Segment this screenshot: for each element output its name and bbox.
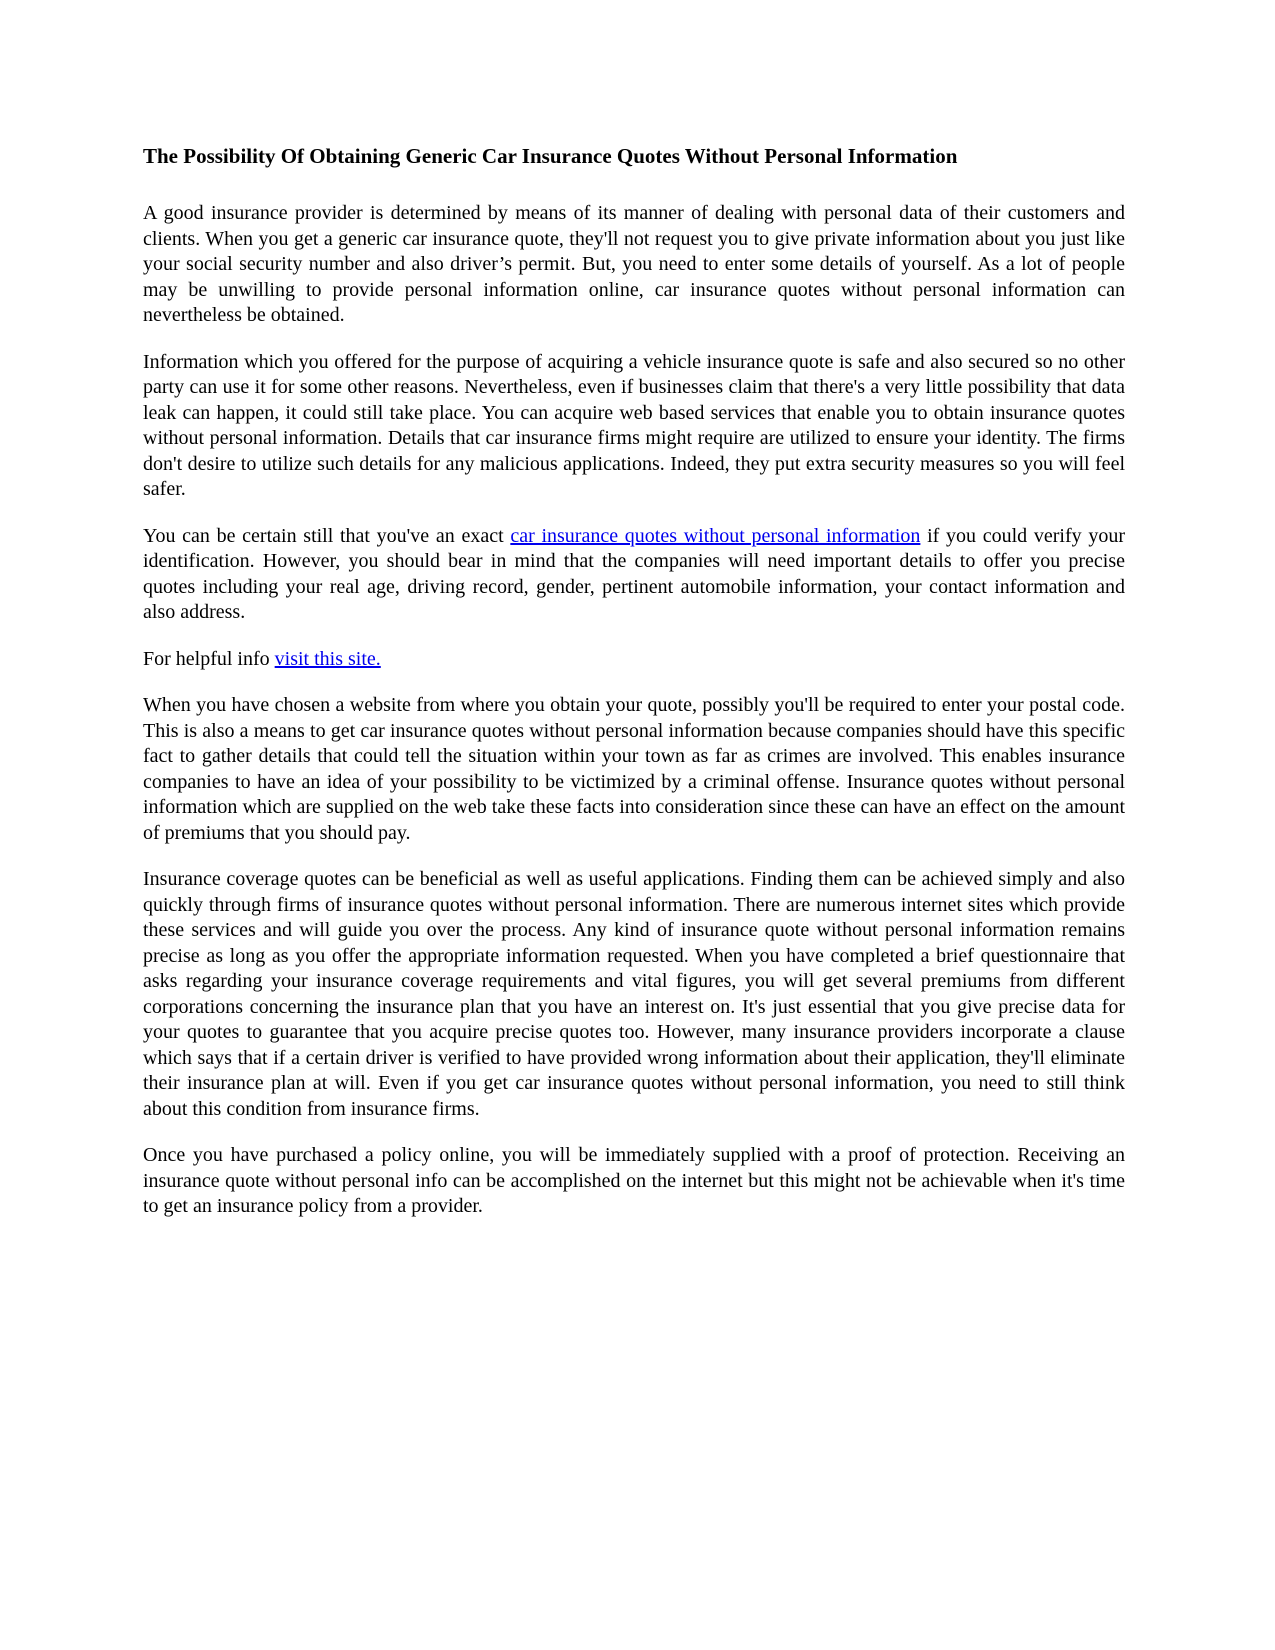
paragraph-coverage-quotes: Insurance coverage quotes can be beneficial as well as useful applications. Finding them can be achieved simply and also quickly through firms of insurance quotes without personal information. There are numerous internet sites which provide these services and will guide you over the process. Any kind of insurance quote without personal information remains precise as long as you offer the appropriate information requested. When you have completed a brief questionnaire that asks regarding your insurance coverage requirements and vital figures, you will get several premiums from different corporations concerning the insurance plan that you have an interest on. It's just essential that you give precise data for your quotes to guarantee that you acquire precise quotes too. However, many insurance providers incorporate a clause which says that if a certain driver is verified to have provided wrong information about their application, they'll eliminate their insurance plan at will. Even if you get car insurance quotes without personal information, you need to still think about this condition from insurance firms. <box>143 868 1125 1120</box>
paragraph-verify-identity <box>143 524 1125 626</box>
helpful-info-text: For helpful info <box>143 647 275 670</box>
paragraph-verify-identity-pre-link-text: You can be certain still that you've an exact <box>143 524 511 547</box>
page-title: The Possibility Of Obtaining Generic Car Insurance Quotes Without Personal Information <box>143 144 958 168</box>
paragraph-postal-code: When you have chosen a website from where you obtain your quote, possibly you'll be required to enter your postal code. This is also a means to get car insurance quotes without personal information because companies should have this specific fact to gather details that could tell the situation within your town as far as crimes are involved. This enables insurance companies to have an idea of your possibility to be victimized by a criminal offense. Insurance quotes without personal information which are supplied on the web take these facts into consideration since these can have an effect on the amount of premiums that you should pay. <box>143 694 1125 844</box>
paragraph-verify-identity-post-link-text: if you could verify your identification. However, you should bear in mind that the companies will need important details to offer you precise quotes including your real age, driving record, gender, pertinent automobile information, your contact information and also address. <box>143 524 1125 623</box>
helpful-info-line <box>143 647 1125 673</box>
visit-this-site-link[interactable]: visit this site. <box>274 647 381 670</box>
paragraph-data-safety: Information which you offered for the purpose of acquiring a vehicle insurance quote is safe and also secured so no other party can use it for some other reasons. Nevertheless, even if businesses claim that there's a very little possibility that data leak can happen, it could still take place. You can acquire web based services that enable you to obtain insurance quotes without personal information. Details that car insurance firms might require are utilized to ensure your identity. The firms don't desire to utilize such details for any malicious applications. Indeed, they put extra security measures so you will feel safer. <box>143 350 1125 500</box>
car-insurance-quotes-link[interactable]: car insurance quotes without personal information <box>510 524 921 547</box>
paragraph-intro: A good insurance provider is determined by means of its manner of dealing with personal data of their customers and clients. When you get a generic car insurance quote, they'll not request you to give private information about you just like your social security number and also driver’s permit. But, you need to enter some details of yourself. As a lot of people may be unwilling to provide personal information online, car insurance quotes without personal information can nevertheless be obtained. <box>143 202 1125 326</box>
paragraph-policy-online: Once you have purchased a policy online, you will be immediately supplied with a proof of protection. Receiving an insurance quote without personal info can be accomplished on the internet but this might not be achievable when it's time to get an insurance policy from a provider. <box>143 1144 1125 1217</box>
